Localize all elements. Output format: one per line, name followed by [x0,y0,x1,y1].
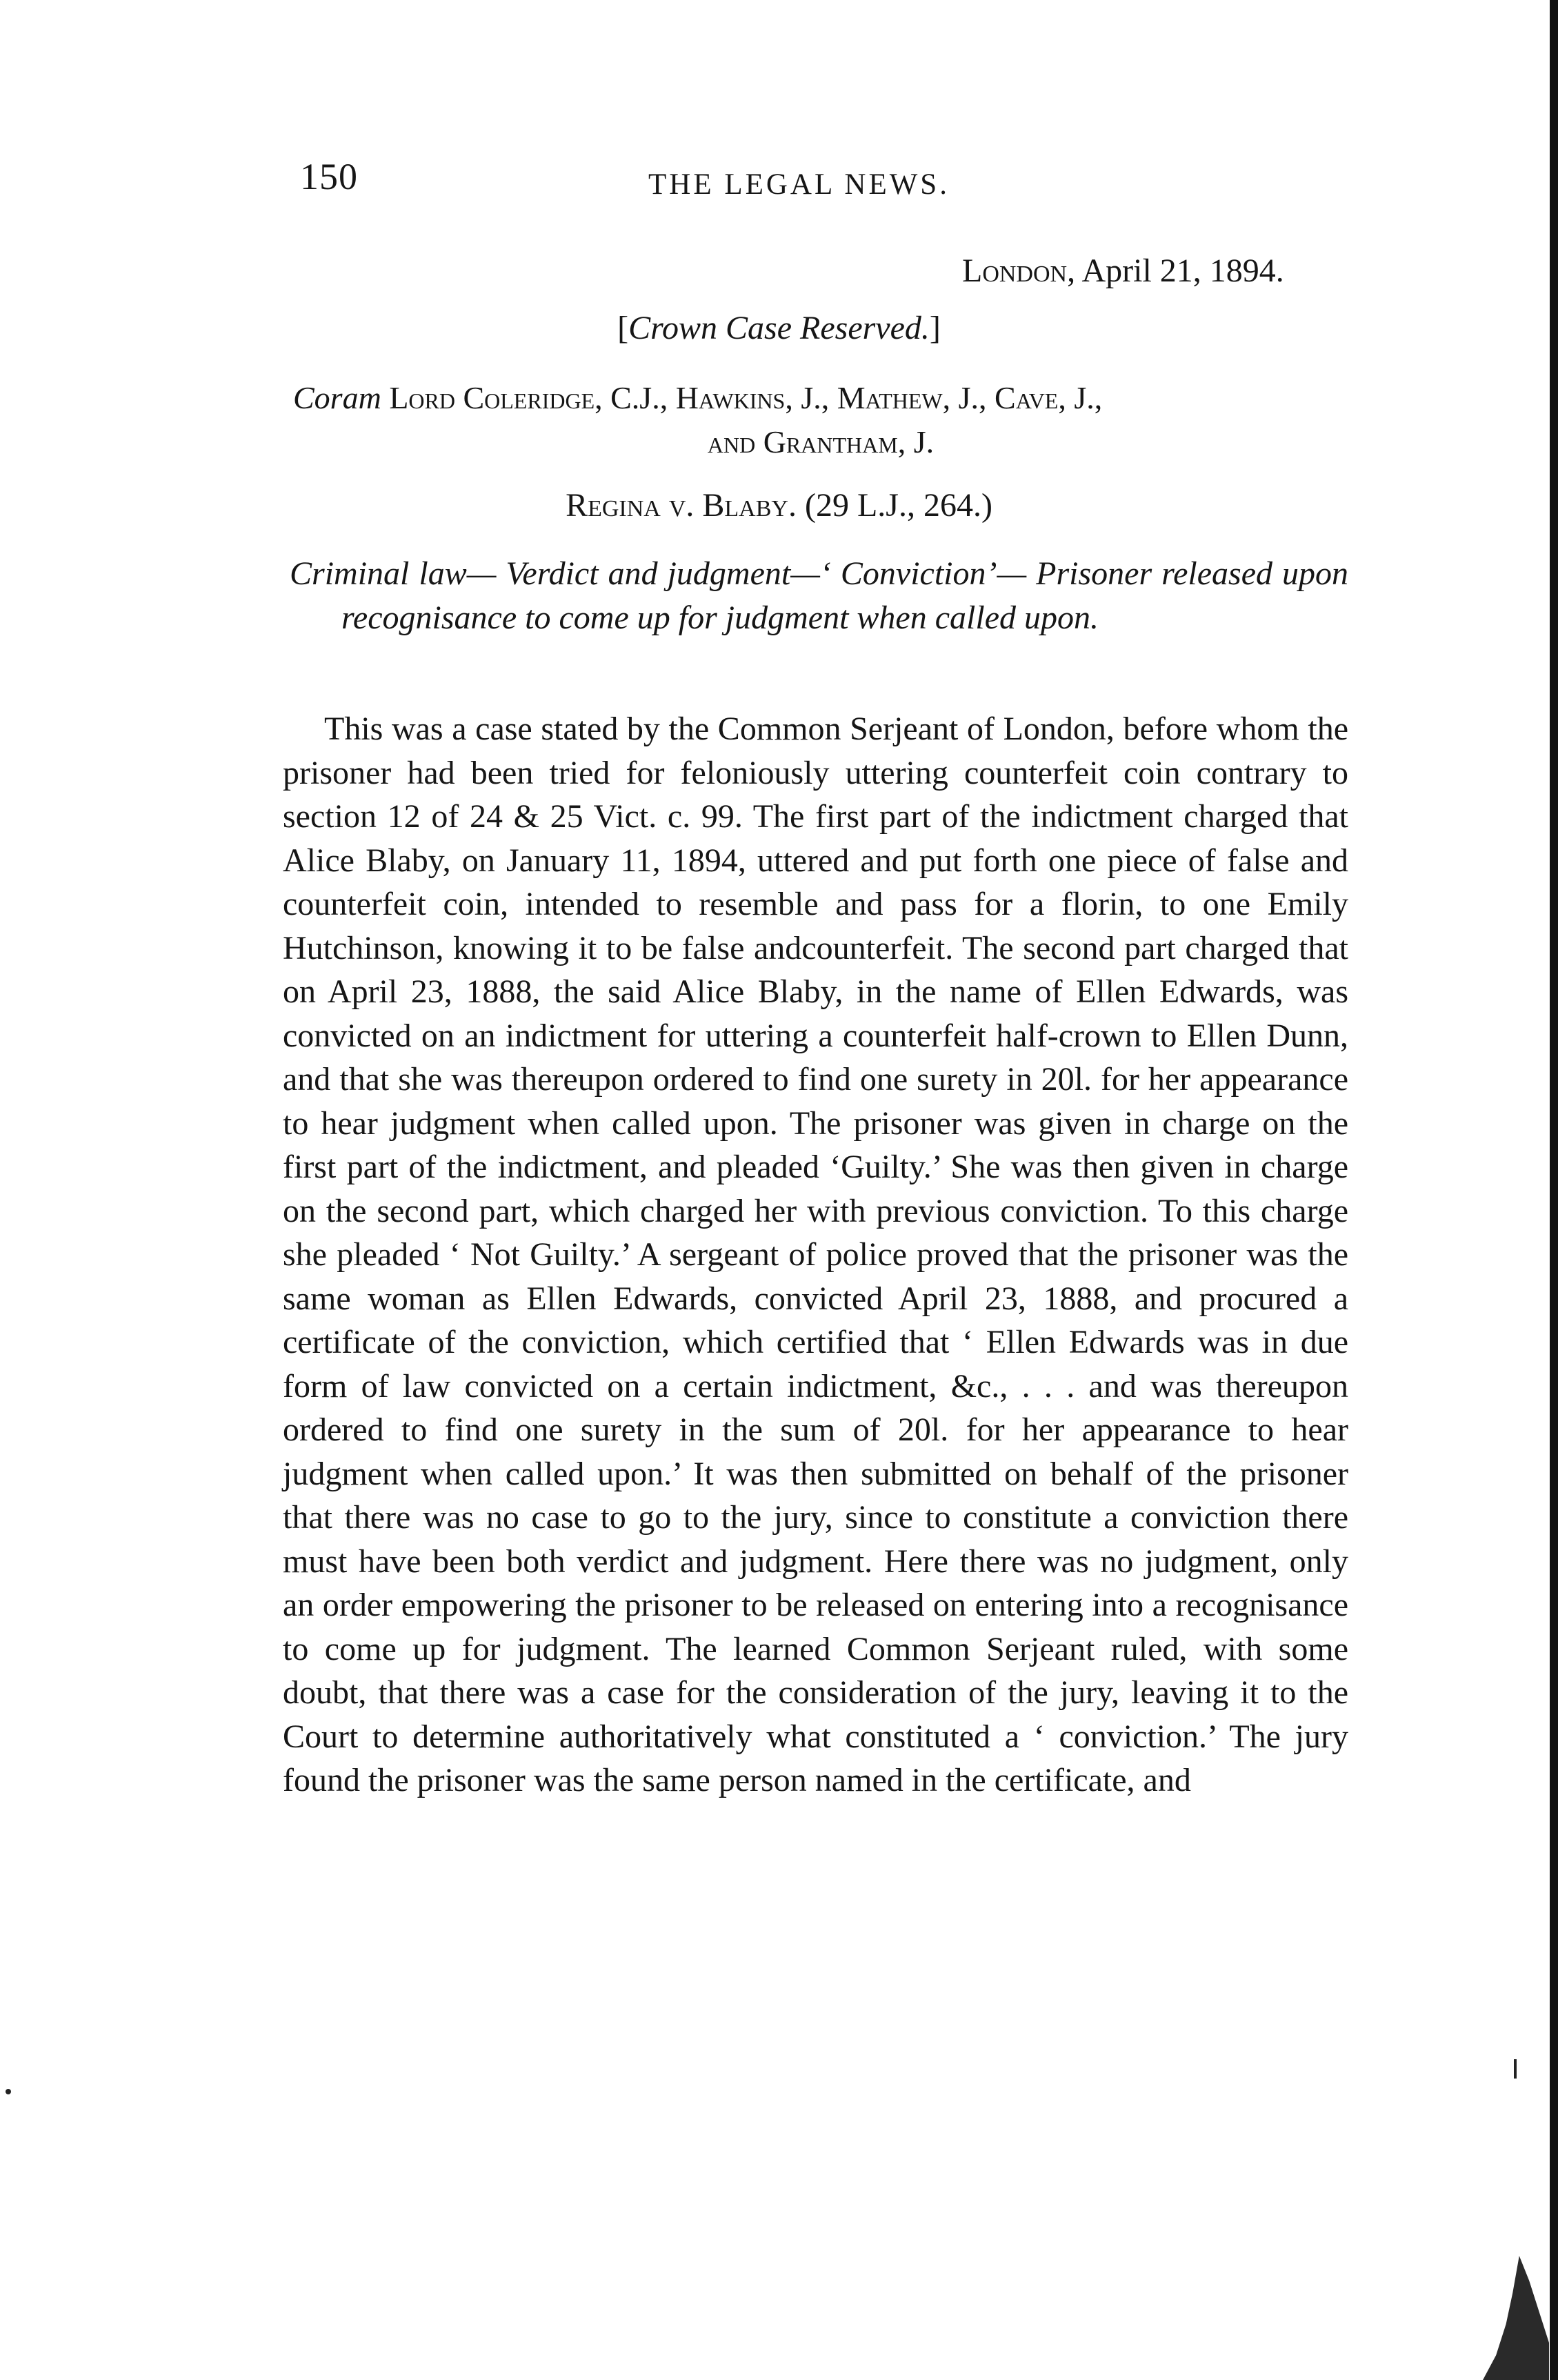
body-paragraph: This was a case stated by the Common Serjeant of London, before whom the prisoner had been tried for feloniously uttering counterfeit coin contrary to section 12 of 24 & 25 Vict. c. 99. The first part of the indictment charged that Alice Blaby, on January 11, 1894, uttered and put forth one piece of false and counterfeit coin, intended to resemble and pass for a florin, to one Emily Hutchinson, knowing it to be false andcounterfeit. The second part charged that on April 23, 1888, the said Alice Blaby, in the name of Ellen Edwards, was convicted on an indictment for uttering a counterfeit half-crown to Ellen Dunn, and that she was thereupon ordered to find one surety in 20l. for her appearance to hear judgment when called upon. The prisoner was given in charge on the first part of the indictment, and pleaded ‘Guilty.’ She was then given in charge on the second part, which charged her with previous conviction. To this charge she pleaded ‘ Not Guilty.’ A sergeant of police proved that the prisoner was the same woman as Ellen Edwards, convicted April 23, 1888, and procured a certificate of the conviction, which certified that ‘ Ellen Edwards was in due form of law convicted on a certain indictment, &c., . . . and was thereupon ordered to find one surety in the sum of 20l. for her appearance to hear judgment when called upon.’ It was then submitted on behalf of the prisoner that there was no case to go to the jury, since to constitute a conviction there must have been both verdict and judgment. Here there was no judgment, only an order empowering the prisoner to be released on entering into a recognisance to come up for judgment. The learned Common Serjeant ruled, with some doubt, that there was a case for the consideration of the jury, leaving it to the Court to determine authoritatively what constituted a ‘ conviction.’ The jury found the prisoner was the same person named in the certificate, and [283,711,1348,1798]
coram-block [293,376,1348,464]
scan-mark-bottom-right [1483,2256,1549,2380]
case-title [0,486,1558,524]
dateline-place: London, [962,252,1076,289]
running-title: THE LEGAL NEWS. [648,168,950,201]
court-note-close-bracket: ] [929,310,941,346]
coram-line-2: and Grantham, J. [707,424,935,459]
page-header [300,155,1348,204]
scan-mark-left [6,2089,11,2094]
page-number: 150 [300,156,358,197]
headnote-text: Criminal law— Verdict and judgment—‘ Conviction’— Prisoner released upon recognisance to come up for judgment when called upon. [290,555,1348,636]
scan-edge-right [1550,0,1558,2380]
scan-mark-right-tick [1514,2059,1517,2079]
coram-judges: Lord Coleridge, C.J., Hawkins, J., Mathew, J., Cave, J., [381,380,1103,415]
headnote [290,552,1348,640]
court-note-open-bracket: [ [617,310,629,346]
court-note-text: Crown Case Reserved. [628,310,930,346]
case-name: Regina v. Blaby. [566,487,797,524]
case-citation: (29 L.J., 264.) [796,487,992,524]
coram-line-1 [293,376,1348,420]
coram-prefix: Coram [293,380,381,415]
court-note [0,309,1558,347]
dateline-date: April 21, 1894. [1081,252,1284,289]
body-text [283,707,1348,1803]
dateline [962,252,1284,290]
